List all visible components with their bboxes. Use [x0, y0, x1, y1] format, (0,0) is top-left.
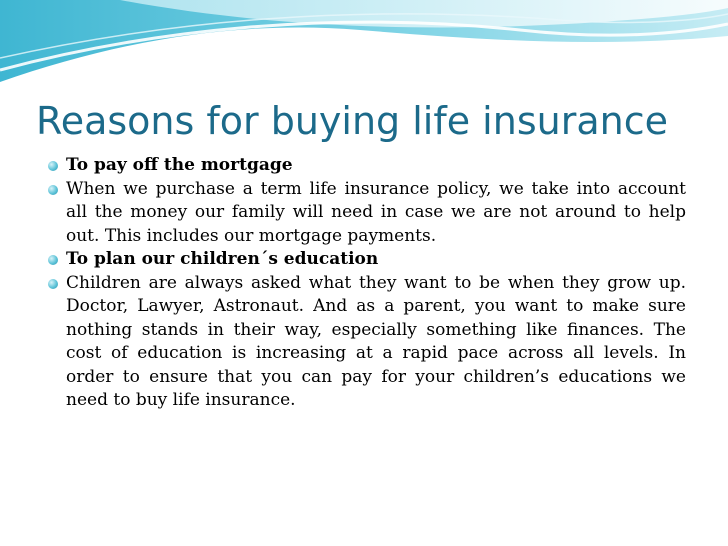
slide-title: Reasons for buying life insurance [36, 99, 668, 143]
header-wave-decoration [0, 0, 728, 90]
bullet-item [46, 154, 686, 178]
bullet-item [46, 248, 686, 272]
bullet-text: When we purchase a term life insurance policy, we take into account all the money our family will need in case we are not around to help out. This includes our mortgage payments. [66, 178, 686, 246]
bullet-dot-icon [48, 255, 58, 265]
bullet-text: To pay off the mortgage [66, 155, 293, 175]
bullet-text: To plan our children´s education [66, 249, 379, 269]
bullet-dot-icon [48, 161, 58, 171]
bullet-list [46, 154, 686, 413]
bullet-item [46, 178, 686, 249]
bullet-dot-icon [48, 185, 58, 195]
bullet-dot-icon [48, 279, 58, 289]
bullet-text: Children are always asked what they want to be when they grow up. Doctor, Lawyer, Astronaut. And as a parent, you want to make sure nothing stands in their way, especially something like finances. The cost of education is increasing at a rapid pace across all levels. In order to ensure that you can pay for your children’s educations we need to buy life insurance. [66, 272, 686, 410]
bullet-item [46, 272, 686, 413]
